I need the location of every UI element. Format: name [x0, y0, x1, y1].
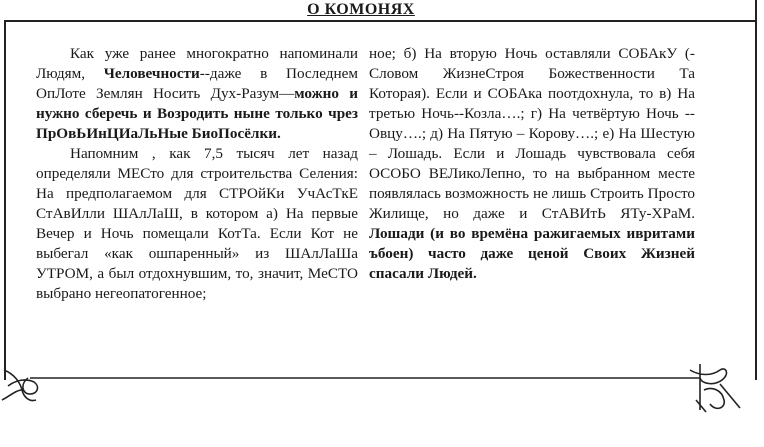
- paragraph-1: [36, 44, 358, 144]
- p3-bold-text: Лошади (и во времёна ражигаемых ивритами ъбоен) часто даже ценой Своих Жизней спасали Людей.: [369, 225, 695, 282]
- p1-text-b: Человечности: [103, 65, 200, 82]
- frame-top-border: [4, 20, 756, 22]
- paragraph-3: [369, 44, 695, 284]
- page-title: О КОМОНЯХ: [307, 1, 415, 18]
- right-ornament-stroke-5: [696, 400, 706, 412]
- bottom-ornament: [0, 360, 764, 447]
- p1-text-d: можно и нужно сберечь и Возродить ныне только чрез ПрОвЬИнЦИаЛьНые БиоПосёлки.: [36, 85, 358, 142]
- frame-right-border: [755, 0, 757, 380]
- right-column: [369, 44, 695, 284]
- left-column: [36, 44, 358, 304]
- p1-text-a: Как уже ранее многократно напоминали Людям,: [36, 45, 358, 82]
- right-ornament-stroke-2: [690, 369, 726, 384]
- p3-text: ное; б) На вторую Ночь оставляли СОБАкУ (-Словом ЖизнеСтроя Божественности Та Которая). Если и СОБАка поотдохнула, то в) На третью Ночь--Козла….; г) На четвёртую Ночь --Овцу….; д) На Пятую – Корову….; е) На Шестую – Лошадь. Если и Лошадь чувствовала себя ОСОБО ВЕЛикоЛепно, то на выбранном месте появлялась возможность не лишь Строить Просто Жилище, но даже и СтАВИтЬ ЯТу-ХРаМ.: [369, 45, 695, 222]
- paragraph-2: Напомним , как 7,5 тысяч лет назад определяли МЕСто для строительства Селения: На предполагаемом для СТРОйКи УчАсТкЕ СтАвИлли ШАлЛаШ, в котором а) На первые Вечер и Ночь помещали КотТа. Если Кот не выбегал «как ошпаренный» из ШАлЛаШа УТРОМ, а был отдохнувшим, то, значит, МеСТО выбрано негеопатогенное;: [36, 145, 358, 302]
- frame-left-border: [4, 20, 6, 380]
- p1-text-c: --даже в Последнем ОпЛоте Землян Носить Дух-Разум—: [36, 65, 359, 102]
- left-ornament-stroke-3: [2, 390, 22, 400]
- right-ornament-stroke-3: [704, 388, 724, 408]
